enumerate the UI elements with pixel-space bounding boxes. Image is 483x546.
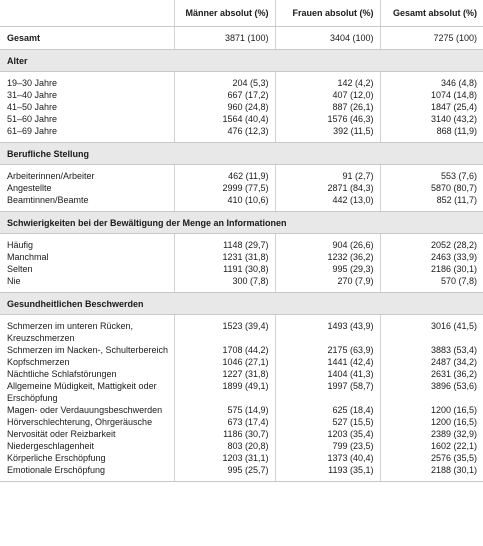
- row-label: Emotionale Erschöpfung: [0, 464, 174, 476]
- cell-maenner: 995 (25,7): [174, 464, 275, 476]
- section-title: Berufliche Stellung: [0, 143, 483, 165]
- total-row: [0, 27, 483, 50]
- header-label-column: [0, 0, 174, 27]
- header-maenner: Männer absolut (%): [174, 0, 275, 27]
- row-label: Magen- oder Verdauungsbeschwerden: [0, 404, 174, 416]
- cell-maenner: 1523 (39,4): [174, 320, 275, 344]
- row-label: Kopfschmerzen: [0, 356, 174, 368]
- cell-maenner: 673 (17,4): [174, 416, 275, 428]
- cell-maenner: 410 (10,6): [174, 194, 275, 206]
- cell-frauen: 887 (26,1): [275, 101, 380, 113]
- spacer-row: [0, 476, 483, 482]
- cell-gesamt: 3016 (41,5): [430, 321, 477, 331]
- table-row: [0, 416, 483, 428]
- section-header-row: [0, 143, 483, 165]
- table-row: [0, 263, 483, 275]
- cell-maenner: 1148 (29,7): [174, 239, 275, 251]
- table-row: [0, 368, 483, 380]
- cell-gesamt: 2186 (30,1): [430, 264, 477, 274]
- cell-frauen: 91 (2,7): [275, 170, 380, 182]
- table-row: [0, 356, 483, 368]
- table-row: [0, 113, 483, 125]
- table-row: [0, 404, 483, 416]
- cell-maenner: 1191 (30,8): [174, 263, 275, 275]
- table-row: [0, 77, 483, 89]
- section-title: Schwierigkeiten bei der Bewältigung der Menge an Informationen: [0, 212, 483, 234]
- cell-gesamt: 346 (4,8): [440, 78, 477, 88]
- cell-frauen: 407 (12,0): [275, 89, 380, 101]
- cell-maenner: 300 (7,8): [174, 275, 275, 287]
- cell-gesamt: 5870 (80,7): [430, 183, 477, 193]
- cell-frauen: 1404 (41,3): [275, 368, 380, 380]
- cell-gesamt: 852 (11,7): [436, 195, 477, 205]
- cell-gesamt: 2463 (33,9): [430, 252, 477, 262]
- cell-gesamt: 1200 (16,5): [430, 405, 477, 415]
- table-row: [0, 182, 483, 194]
- cell-maenner: 1186 (30,7): [174, 428, 275, 440]
- cell-gesamt: 1602 (22,1): [430, 441, 477, 451]
- table-row: [0, 194, 483, 206]
- section-title: Gesundheitlichen Beschwerden: [0, 293, 483, 315]
- row-label: Schmerzen im unteren Rücken, Kreuzschmerzen: [0, 320, 174, 344]
- row-label: Körperliche Erschöpfung: [0, 452, 174, 464]
- cell-gesamt: 2052 (28,2): [430, 240, 477, 250]
- section-header-row: [0, 293, 483, 315]
- cell-frauen: 904 (26,6): [275, 239, 380, 251]
- cell-maenner: 3871 (100): [174, 27, 275, 50]
- cell-gesamt: 2487 (34,2): [430, 357, 477, 367]
- section-header-row: [0, 50, 483, 72]
- table-row: [0, 239, 483, 251]
- row-label: Arbeiterinnen/Arbeiter: [0, 170, 174, 182]
- cell-gesamt: 3896 (53,6): [430, 381, 477, 391]
- row-label: Gesamt: [0, 27, 174, 50]
- row-label: Nie: [0, 275, 174, 287]
- cell-frauen: 1373 (40,4): [275, 452, 380, 464]
- cell-gesamt: 3883 (53,4): [430, 345, 477, 355]
- cell-gesamt: 570 (7,8): [440, 276, 477, 286]
- table-row: [0, 380, 483, 404]
- row-label: Nervosität oder Reizbarkeit: [0, 428, 174, 440]
- cell-maenner: 803 (20,8): [174, 440, 275, 452]
- section-header-row: [0, 212, 483, 234]
- cell-gesamt: 3140 (43,2): [430, 114, 477, 124]
- cell-maenner: 575 (14,9): [174, 404, 275, 416]
- table-row: [0, 452, 483, 464]
- cell-frauen: 1576 (46,3): [275, 113, 380, 125]
- section-title: Alter: [0, 50, 483, 72]
- table-row: [0, 125, 483, 137]
- cell-frauen: 2871 (84,3): [275, 182, 380, 194]
- cell-maenner: 1708 (44,2): [174, 344, 275, 356]
- table-row: [0, 101, 483, 113]
- cell-maenner: 1231 (31,8): [174, 251, 275, 263]
- cell-maenner: 667 (17,2): [174, 89, 275, 101]
- row-label: 31–40 Jahre: [0, 89, 174, 101]
- row-label: 41–50 Jahre: [0, 101, 174, 113]
- cell-gesamt: 2389 (32,9): [430, 429, 477, 439]
- cell-frauen: 270 (7,9): [275, 275, 380, 287]
- table-row: [0, 428, 483, 440]
- cell-gesamt: 1074 (14,8): [430, 90, 477, 100]
- row-label: Beamtinnen/Beamte: [0, 194, 174, 206]
- row-label: Häufig: [0, 239, 174, 251]
- cell-maenner: 1203 (31,1): [174, 452, 275, 464]
- cell-maenner: 1564 (40,4): [174, 113, 275, 125]
- table-row: [0, 170, 483, 182]
- cell-frauen: 995 (29,3): [275, 263, 380, 275]
- cell-frauen: 799 (23,5): [275, 440, 380, 452]
- cell-maenner: 1227 (31,8): [174, 368, 275, 380]
- cell-frauen: 527 (15,5): [275, 416, 380, 428]
- cell-gesamt: 553 (7,6): [440, 171, 477, 181]
- row-label: 19–30 Jahre: [0, 77, 174, 89]
- cell-gesamt: 1847 (25,4): [430, 102, 477, 112]
- cell-frauen: 3404 (100): [275, 27, 380, 50]
- cell-maenner: 476 (12,3): [174, 125, 275, 137]
- header-frauen: Frauen absolut (%): [275, 0, 380, 27]
- table-row: [0, 251, 483, 263]
- cell-maenner: 1046 (27,1): [174, 356, 275, 368]
- header-row: [0, 0, 483, 27]
- cell-maenner: 960 (24,8): [174, 101, 275, 113]
- cell-frauen: 142 (4,2): [275, 77, 380, 89]
- cell-gesamt: 7275 (100): [380, 27, 483, 50]
- cell-maenner: 462 (11,9): [174, 170, 275, 182]
- row-label: Nächtliche Schlafstörungen: [0, 368, 174, 380]
- row-label: Schmerzen im Nacken-, Schulterbereich: [0, 344, 174, 356]
- row-label: Manchmal: [0, 251, 174, 263]
- cell-gesamt: 2576 (35,5): [430, 453, 477, 463]
- row-label: 51–60 Jahre: [0, 113, 174, 125]
- cell-frauen: 442 (13,0): [275, 194, 380, 206]
- cell-frauen: 1232 (36,2): [275, 251, 380, 263]
- header-gesamt: Gesamt absolut (%): [380, 0, 483, 27]
- row-label: Hörverschlechterung, Ohrgeräusche: [0, 416, 174, 428]
- cell-frauen: 392 (11,5): [275, 125, 380, 137]
- cell-gesamt: 2188 (30,1): [430, 465, 477, 475]
- cell-frauen: 2175 (63,9): [275, 344, 380, 356]
- cell-frauen: 625 (18,4): [275, 404, 380, 416]
- row-label: Angestellte: [0, 182, 174, 194]
- row-label: 61–69 Jahre: [0, 125, 174, 137]
- cell-maenner: 204 (5,3): [174, 77, 275, 89]
- cell-maenner: 1899 (49,1): [174, 380, 275, 404]
- table-row: [0, 275, 483, 287]
- row-label: Selten: [0, 263, 174, 275]
- table-row: [0, 464, 483, 476]
- cell-maenner: 2999 (77,5): [174, 182, 275, 194]
- table-row: [0, 440, 483, 452]
- cell-frauen: 1997 (58,7): [275, 380, 380, 404]
- table-row: [0, 320, 483, 344]
- table-row: [0, 89, 483, 101]
- cell-gesamt: 868 (11,9): [436, 126, 477, 136]
- cell-frauen: 1493 (43,9): [275, 320, 380, 344]
- row-label: Niedergeschlagenheit: [0, 440, 174, 452]
- row-label: Allgemeine Müdigkeit, Mattigkeit oder Erschöpfung: [0, 380, 174, 404]
- cell-frauen: 1203 (35,4): [275, 428, 380, 440]
- cell-gesamt: 2631 (36,2): [430, 369, 477, 379]
- cell-frauen: 1441 (42,4): [275, 356, 380, 368]
- cell-frauen: 1193 (35,1): [275, 464, 380, 476]
- cell-gesamt: 1200 (16,5): [430, 417, 477, 427]
- table-row: [0, 344, 483, 356]
